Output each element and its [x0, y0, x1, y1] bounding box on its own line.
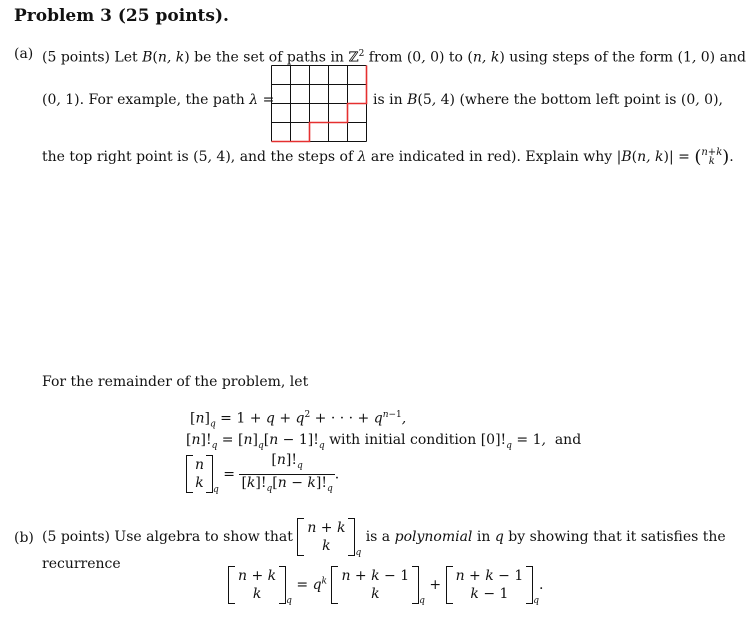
part-b-line1: (5 points) Use algebra to show that n + k k $_q$ is a polynomial in q by showing that it satisfies the [42, 520, 726, 558]
part-b-line2: recurrence [42, 556, 121, 572]
remainder-intro: For the remainder of the problem, let [42, 374, 309, 390]
part-a-label: (a) [14, 46, 34, 62]
part-a-line2-before: (0, 1). For example, the path λ = [42, 92, 275, 108]
part-a-line2-after: is in B(5, 4) (where the bottom left point is (0, 0), [373, 92, 724, 108]
part-b-label: (b) [14, 530, 34, 546]
part-a-line3: the top right point is (5, 4), and the steps of λ are indicated in red). Explain why |B(n, k)| = (n+k k ). [42, 146, 734, 168]
recurrence-equation: n + k k $_q = q^k$ n + k − 1 k $_q$ + n + k − 1 k − 1 $_q$. [228, 566, 543, 604]
lattice-path-grid [271, 65, 367, 141]
equation-qbinomial: n k $_q$ = $\frac{[n]!_q}{[k]!_q[n - k]!_q}$ . [186, 452, 339, 497]
part-a-line1: (5 points) Let B(n, k) be the set of paths in ℤ$^2$ from (0, 0) to (n, k) using steps of the form (1, 0) and [42, 49, 746, 66]
equation-qinteger: $[n]_q = 1 + q + q^2$ + · · · + $q^{n-1}$, [190, 410, 407, 430]
problem-title: Problem 3 (25 points). [14, 6, 229, 26]
equation-qfactorial: $[n]!_q = [n]_q[n - 1]!_q$ with initial condition $[0]!_q = 1$, and [186, 432, 582, 451]
